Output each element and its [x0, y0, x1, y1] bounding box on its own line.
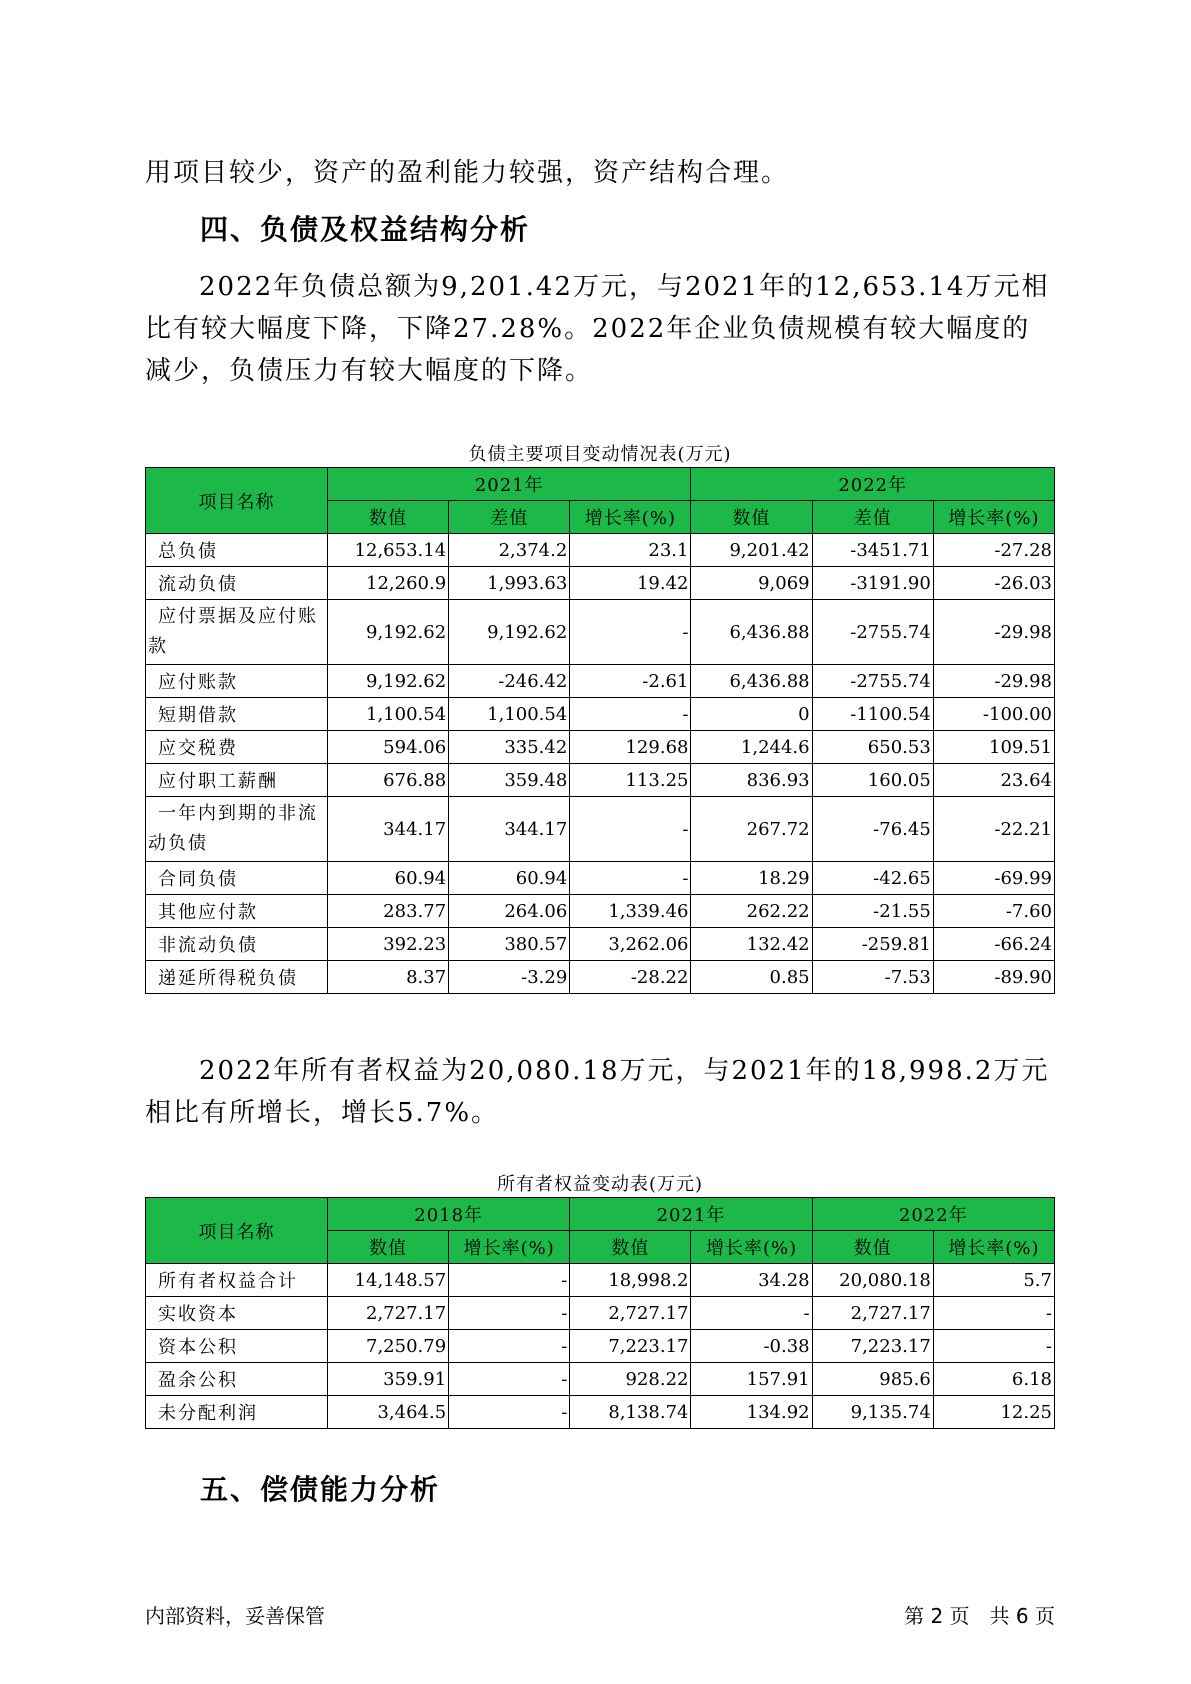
row-value-cell: 0.85 — [691, 961, 812, 994]
row-value-cell: 9,192.62 — [328, 665, 449, 698]
row-value-cell: 0 — [691, 698, 812, 731]
table-subheader: 数值 — [328, 501, 449, 534]
row-value-cell: 7,223.17 — [812, 1330, 933, 1363]
table-row — [146, 764, 1055, 797]
row-value-cell: 7,250.79 — [328, 1330, 449, 1363]
row-value-cell: -3.29 — [449, 961, 570, 994]
row-value-cell: -29.98 — [933, 600, 1054, 665]
row-item-name: 一年内到期的非流动负债 — [146, 797, 328, 862]
row-item-name: 总负债 — [146, 534, 328, 567]
row-value-cell: 262.22 — [691, 895, 812, 928]
row-value-cell: 1,339.46 — [570, 895, 691, 928]
row-item-name: 流动负债 — [146, 567, 328, 600]
table-row — [146, 895, 1055, 928]
row-value-cell: 9,192.62 — [449, 600, 570, 665]
row-value-cell: -246.42 — [449, 665, 570, 698]
row-value-cell: 2,727.17 — [570, 1297, 691, 1330]
row-value-cell: -3191.90 — [812, 567, 933, 600]
row-value-cell: 392.23 — [328, 928, 449, 961]
equity-table-caption: 所有者权益变动表(万元) — [496, 1174, 704, 1195]
row-value-cell: 109.51 — [933, 731, 1054, 764]
row-item-name: 合同负债 — [146, 862, 328, 895]
table-header-item-name: 项目名称 — [146, 468, 328, 534]
row-value-cell: 8.37 — [328, 961, 449, 994]
row-value-cell: - — [570, 797, 691, 862]
row-value-cell: - — [449, 1264, 570, 1297]
row-value-cell: 18,998.2 — [570, 1264, 691, 1297]
row-value-cell: 60.94 — [449, 862, 570, 895]
table-subheader: 数值 — [812, 1231, 933, 1264]
table-subheader: 数值 — [691, 501, 812, 534]
table-row — [146, 1297, 1055, 1330]
liability-changes-table — [145, 467, 1055, 994]
row-value-cell: - — [449, 1330, 570, 1363]
table-subheader: 数值 — [570, 1231, 691, 1264]
row-item-name: 其他应付款 — [146, 895, 328, 928]
row-value-cell: 836.93 — [691, 764, 812, 797]
row-value-cell: 1,244.6 — [691, 731, 812, 764]
row-value-cell: - — [933, 1297, 1054, 1330]
table-row — [146, 797, 1055, 862]
table-subheader: 差值 — [449, 501, 570, 534]
row-value-cell: 157.91 — [691, 1363, 812, 1396]
row-value-cell: -2755.74 — [812, 600, 933, 665]
table-header-year-2018: 2018年 — [328, 1198, 570, 1231]
row-value-cell: -21.55 — [812, 895, 933, 928]
row-value-cell: 9,069 — [691, 567, 812, 600]
row-item-name: 盈余公积 — [146, 1363, 328, 1396]
table-subheader: 增长率(%) — [933, 1231, 1054, 1264]
row-value-cell: 2,727.17 — [812, 1297, 933, 1330]
row-value-cell: 6,436.88 — [691, 665, 812, 698]
row-value-cell: -26.03 — [933, 567, 1054, 600]
row-value-cell: -3451.71 — [812, 534, 933, 567]
row-value-cell: 9,192.62 — [328, 600, 449, 665]
row-value-cell: 9,135.74 — [812, 1396, 933, 1429]
table-subheader: 增长率(%) — [570, 501, 691, 534]
row-value-cell: -27.28 — [933, 534, 1054, 567]
row-value-cell: 380.57 — [449, 928, 570, 961]
table-row — [146, 534, 1055, 567]
row-value-cell: 2,374.2 — [449, 534, 570, 567]
row-value-cell: -28.22 — [570, 961, 691, 994]
row-value-cell: 23.64 — [933, 764, 1054, 797]
row-value-cell: 594.06 — [328, 731, 449, 764]
row-value-cell: 5.7 — [933, 1264, 1054, 1297]
liability-table-caption: 负债主要项目变动情况表(万元) — [468, 444, 732, 465]
row-value-cell: 14,148.57 — [328, 1264, 449, 1297]
table-row — [146, 928, 1055, 961]
row-value-cell: 12,653.14 — [328, 534, 449, 567]
table-row — [146, 665, 1055, 698]
table-subheader: 增长率(%) — [691, 1231, 812, 1264]
row-value-cell: 283.77 — [328, 895, 449, 928]
row-value-cell: 20,080.18 — [812, 1264, 933, 1297]
row-value-cell: -29.98 — [933, 665, 1054, 698]
table-subheader: 差值 — [812, 501, 933, 534]
row-item-name: 实收资本 — [146, 1297, 328, 1330]
table-subheader: 数值 — [328, 1231, 449, 1264]
row-item-name: 未分配利润 — [146, 1396, 328, 1429]
row-value-cell: - — [449, 1396, 570, 1429]
row-value-cell: 344.17 — [328, 797, 449, 862]
row-value-cell: 132.42 — [691, 928, 812, 961]
row-item-name: 应付账款 — [146, 665, 328, 698]
intro-tail-paragraph: 用项目较少，资产的盈利能力较强，资产结构合理。 — [145, 158, 790, 188]
row-value-cell: 129.68 — [570, 731, 691, 764]
row-item-name: 短期借款 — [146, 698, 328, 731]
table-subheader: 增长率(%) — [933, 501, 1054, 534]
table-row — [146, 731, 1055, 764]
row-item-name: 递延所得税负债 — [146, 961, 328, 994]
row-value-cell: 60.94 — [328, 862, 449, 895]
row-value-cell: -100.00 — [933, 698, 1054, 731]
row-value-cell: 34.28 — [691, 1264, 812, 1297]
row-value-cell: 985.6 — [812, 1363, 933, 1396]
row-value-cell: 359.48 — [449, 764, 570, 797]
table-row — [146, 600, 1055, 665]
row-value-cell: - — [449, 1297, 570, 1330]
row-value-cell: 3,464.5 — [328, 1396, 449, 1429]
row-value-cell: -259.81 — [812, 928, 933, 961]
table-row — [146, 961, 1055, 994]
row-value-cell: 1,993.63 — [449, 567, 570, 600]
row-value-cell: -76.45 — [812, 797, 933, 862]
row-value-cell: 335.42 — [449, 731, 570, 764]
row-value-cell: 267.72 — [691, 797, 812, 862]
row-value-cell: -1100.54 — [812, 698, 933, 731]
table-row — [146, 1330, 1055, 1363]
table-header-year-2022: 2022年 — [812, 1198, 1054, 1231]
row-value-cell: - — [449, 1363, 570, 1396]
row-value-cell: 7,223.17 — [570, 1330, 691, 1363]
row-value-cell: 359.91 — [328, 1363, 449, 1396]
row-value-cell: 3,262.06 — [570, 928, 691, 961]
table-header-year-2022: 2022年 — [691, 468, 1055, 501]
row-value-cell: - — [570, 862, 691, 895]
row-value-cell: -89.90 — [933, 961, 1054, 994]
row-value-cell: 2,727.17 — [328, 1297, 449, 1330]
section-5-heading: 五、偿债能力分析 — [200, 1473, 441, 1506]
row-value-cell: 113.25 — [570, 764, 691, 797]
equity-changes-table — [145, 1197, 1055, 1429]
row-value-cell: 23.1 — [570, 534, 691, 567]
row-value-cell: 344.17 — [449, 797, 570, 862]
liability-summary-paragraph: 2022年负债总额为9,201.42万元，与2021年的12,653.14万元相比有较大幅度下降，下降27.28%。2022年企业负债规模有较大幅度的减少，负债压力有较大幅度的下降。 — [145, 272, 1050, 386]
table-row — [146, 862, 1055, 895]
row-value-cell: -22.21 — [933, 797, 1054, 862]
table-row — [146, 1264, 1055, 1297]
footer-page-number: 第 2 页 共 6 页 — [904, 1604, 1055, 1628]
row-value-cell: -0.38 — [691, 1330, 812, 1363]
row-item-name: 资本公积 — [146, 1330, 328, 1363]
row-value-cell: -66.24 — [933, 928, 1054, 961]
row-value-cell: 18.29 — [691, 862, 812, 895]
row-item-name: 应交税费 — [146, 731, 328, 764]
row-value-cell: 12,260.9 — [328, 567, 449, 600]
row-value-cell: 134.92 — [691, 1396, 812, 1429]
row-value-cell: 650.53 — [812, 731, 933, 764]
row-value-cell: 19.42 — [570, 567, 691, 600]
row-value-cell: - — [933, 1330, 1054, 1363]
row-value-cell: 6,436.88 — [691, 600, 812, 665]
row-value-cell: - — [570, 600, 691, 665]
table-row — [146, 1363, 1055, 1396]
table-header-year-2021: 2021年 — [328, 468, 691, 501]
row-value-cell: 928.22 — [570, 1363, 691, 1396]
row-value-cell: -69.99 — [933, 862, 1054, 895]
row-value-cell: 6.18 — [933, 1363, 1054, 1396]
row-value-cell: 9,201.42 — [691, 534, 812, 567]
table-row — [146, 1396, 1055, 1429]
row-value-cell: - — [691, 1297, 812, 1330]
row-value-cell: - — [570, 698, 691, 731]
row-value-cell: -42.65 — [812, 862, 933, 895]
row-value-cell: 1,100.54 — [449, 698, 570, 731]
row-value-cell: 8,138.74 — [570, 1396, 691, 1429]
row-value-cell: 1,100.54 — [328, 698, 449, 731]
row-value-cell: 160.05 — [812, 764, 933, 797]
row-item-name: 应付票据及应付账款 — [146, 600, 328, 665]
row-value-cell: -7.53 — [812, 961, 933, 994]
table-row — [146, 698, 1055, 731]
section-4-heading: 四、负债及权益结构分析 — [200, 213, 531, 246]
table-header-item-name: 项目名称 — [146, 1198, 328, 1264]
row-value-cell: -2.61 — [570, 665, 691, 698]
table-header-year-2021: 2021年 — [570, 1198, 812, 1231]
row-value-cell: 12.25 — [933, 1396, 1054, 1429]
row-item-name: 所有者权益合计 — [146, 1264, 328, 1297]
row-value-cell: 264.06 — [449, 895, 570, 928]
table-subheader: 增长率(%) — [449, 1231, 570, 1264]
footer-confidential-note: 内部资料，妥善保管 — [145, 1604, 325, 1628]
table-row — [146, 567, 1055, 600]
row-value-cell: -7.60 — [933, 895, 1054, 928]
row-item-name: 非流动负债 — [146, 928, 328, 961]
equity-summary-paragraph: 2022年所有者权益为20,080.18万元，与2021年的18,998.2万元相比有所增长，增长5.7%。 — [145, 1056, 1050, 1128]
row-item-name: 应付职工薪酬 — [146, 764, 328, 797]
row-value-cell: 676.88 — [328, 764, 449, 797]
row-value-cell: -2755.74 — [812, 665, 933, 698]
